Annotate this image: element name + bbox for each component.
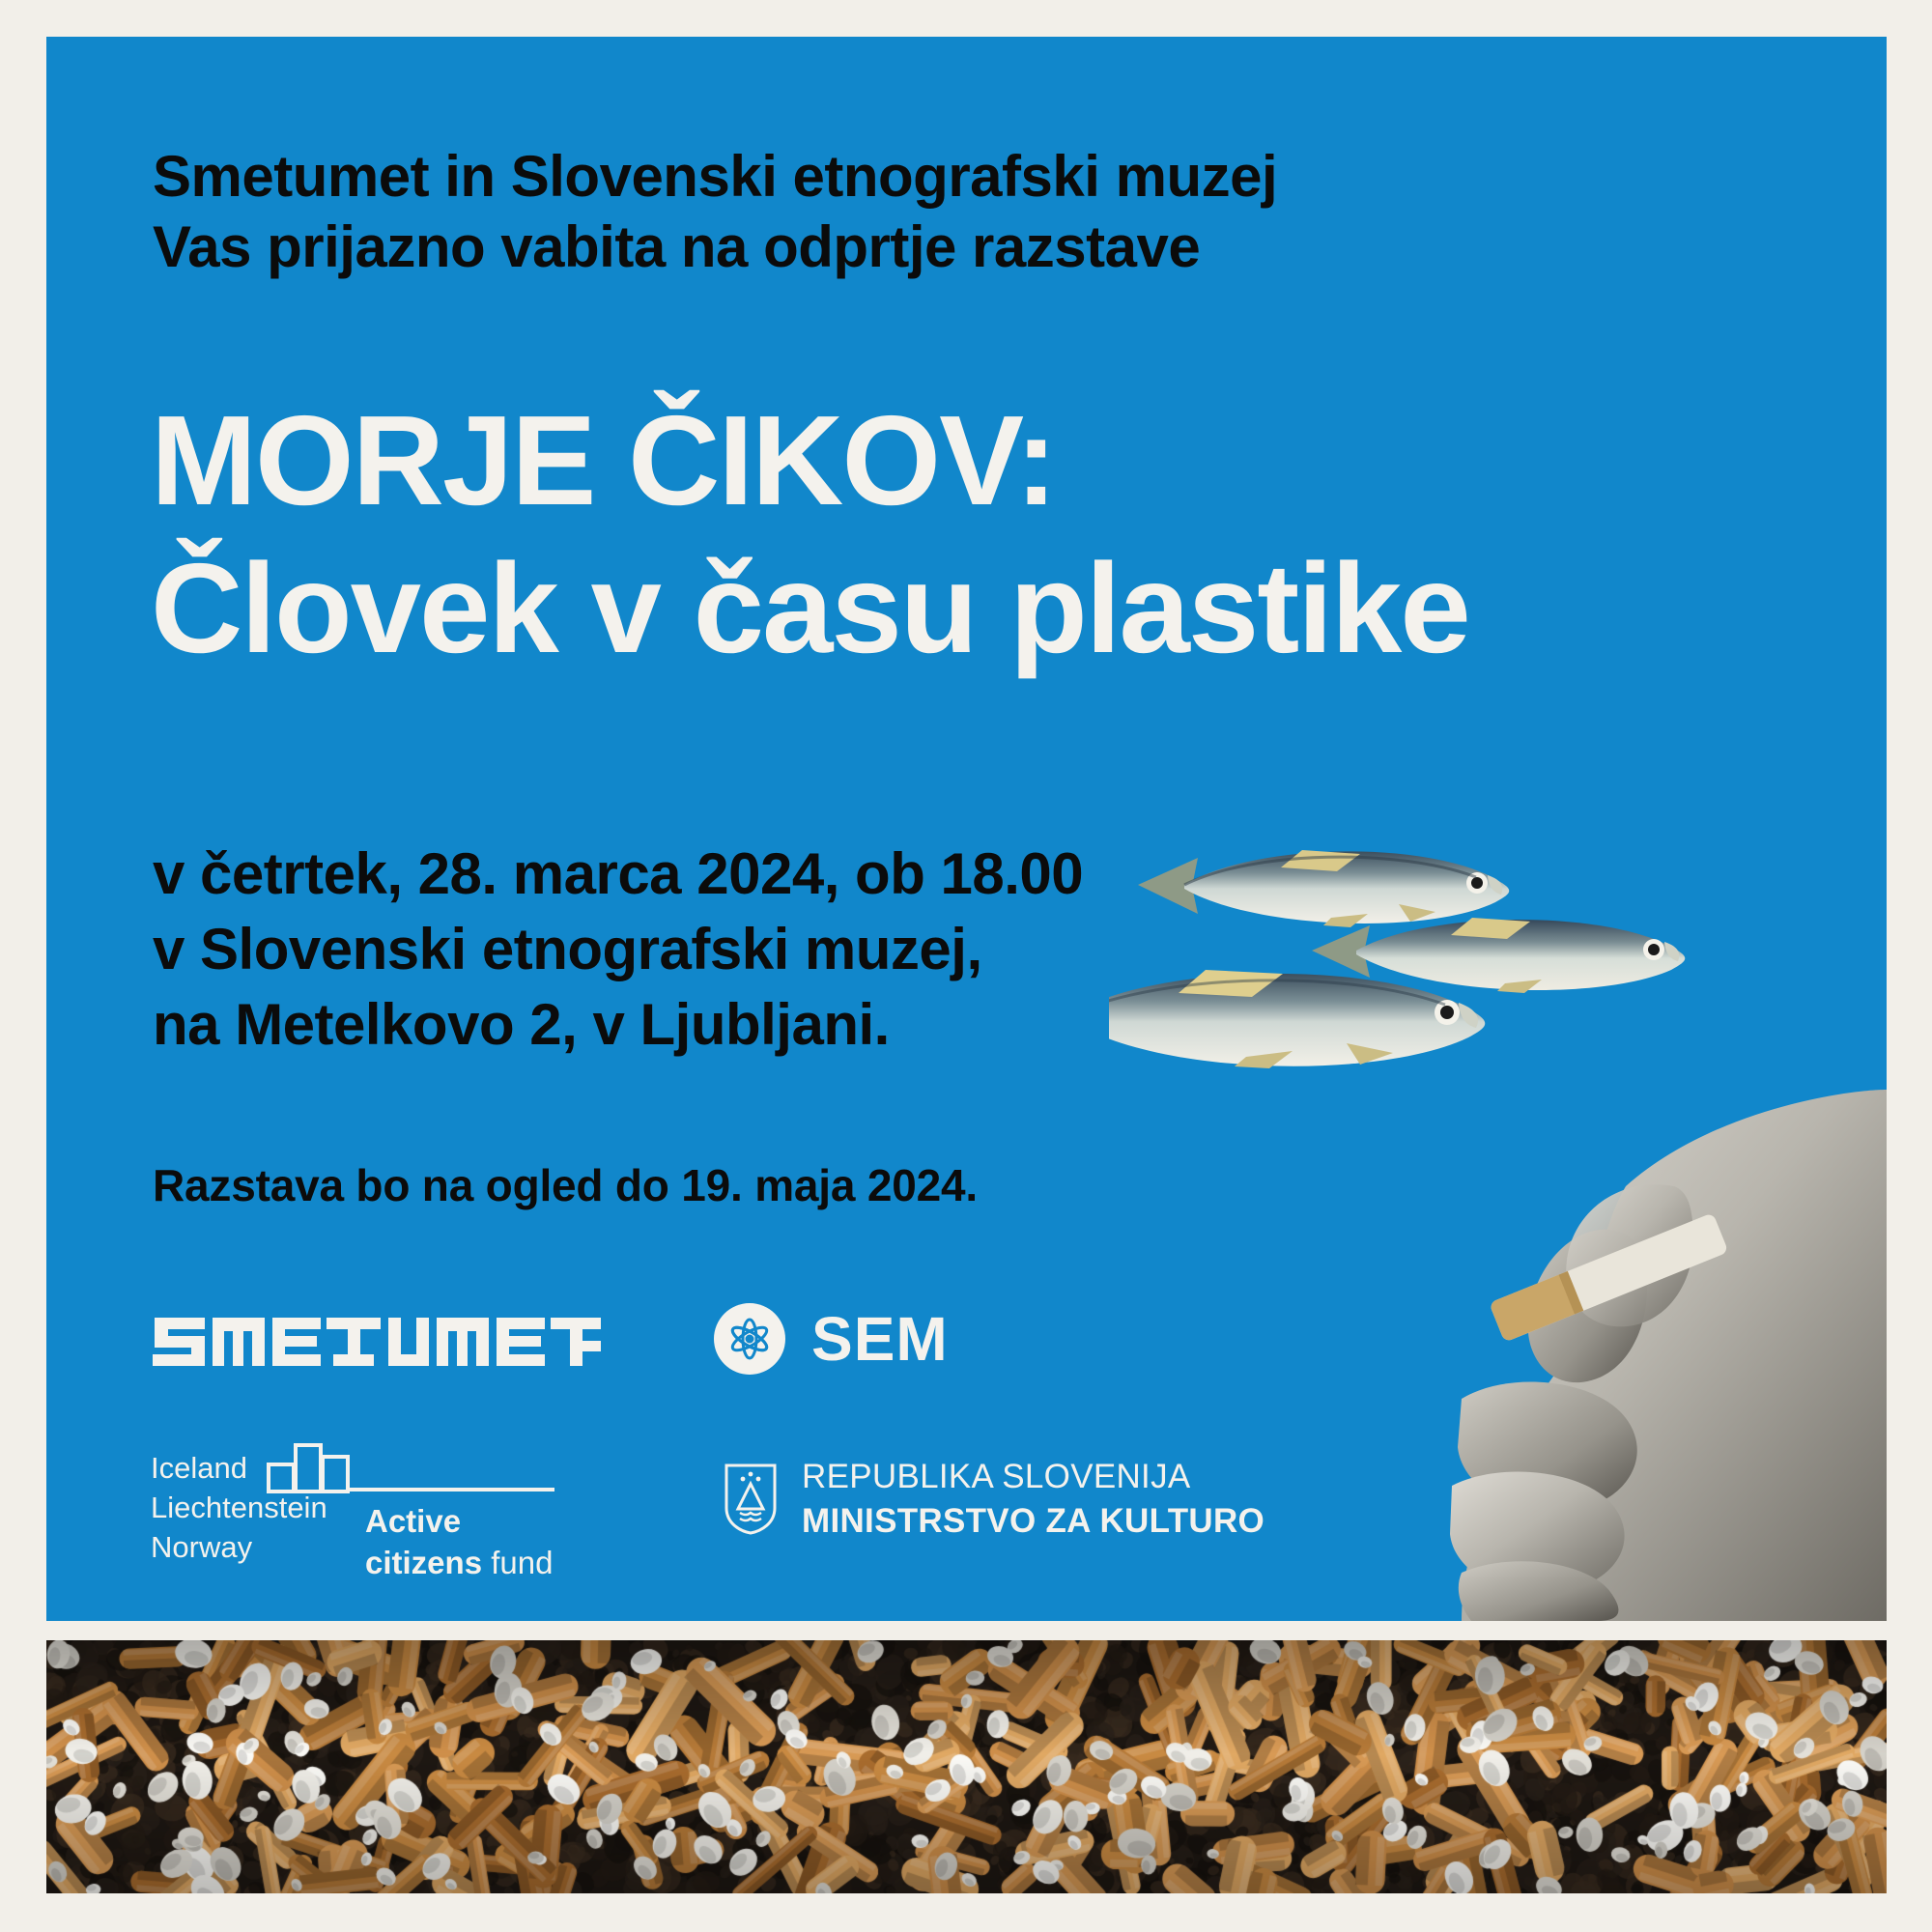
title-line-2: Človek v času plastike: [151, 536, 1469, 679]
acf-name-line-3: fund: [491, 1544, 554, 1580]
intro-line-2: Vas prijazno vabita na odprtje razstave: [153, 214, 1201, 280]
acf-country-1: Iceland: [151, 1451, 247, 1485]
cigarette-butts-photo-strip: [46, 1640, 1887, 1893]
title-line-1: MORJE ČIKOV:: [151, 389, 1056, 531]
acf-name-line-1: Active: [365, 1503, 462, 1539]
ministry-text: [802, 1455, 1264, 1543]
detail-line-2: v Slovenski etnografski muzej,: [153, 917, 982, 981]
cigarette-butts-image: [46, 1640, 1887, 1893]
acf-fund-name: [365, 1501, 553, 1584]
smetumet-logo: [151, 1312, 605, 1372]
ministry-line-1: REPUBLIKA SLOVENIJA: [802, 1458, 1191, 1495]
detail-line-3: na Metelkovo 2, v Ljubljani.: [153, 992, 890, 1057]
acf-name-line-2: citizens: [365, 1544, 483, 1580]
blue-panel: [46, 37, 1887, 1621]
ministry-line-2: MINISTRSTVO ZA KULTURO: [802, 1501, 1265, 1540]
detail-line-1: v četrtek, 28. marca 2024, ob 18.00: [153, 841, 1084, 906]
slovenia-coat-of-arms-icon: [723, 1463, 779, 1536]
sem-label: SEM: [811, 1304, 949, 1374]
intro-text: [153, 141, 1602, 282]
flower-rosette-icon: [713, 1302, 786, 1376]
acf-country-3: Norway: [151, 1529, 253, 1564]
acf-country-2: Liechtenstein: [151, 1490, 327, 1524]
intro-line-1: Smetumet in Slovenski etnografski muzej: [153, 144, 1278, 209]
exhibition-duration-note: Razstava bo na ogled do 19. maja 2024.: [153, 1160, 978, 1210]
gloved-hand-photo: [1172, 945, 1887, 1621]
page-title: [151, 389, 1793, 679]
sem-logo: [713, 1302, 949, 1376]
acf-bars-icon: [267, 1435, 556, 1503]
active-citizens-fund-logo: [151, 1435, 566, 1580]
ministry-of-culture-logo: [723, 1455, 1264, 1543]
